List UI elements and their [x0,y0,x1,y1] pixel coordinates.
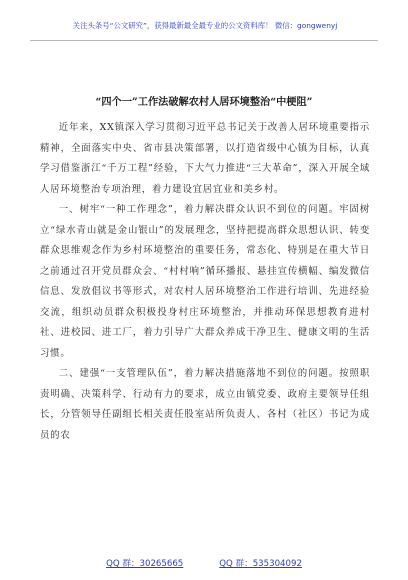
document-title: “四个一”工作法破解农村人居环境整治“中梗阻” [95,96,313,108]
header-banner: 关注头条号“公文研究”，获得最新最全最专业的公文资料库！ 微信：gongwenyj [72,21,338,30]
paragraph-intro: 近年来，XX镇深入学习贯彻习近平总书记关于改善人居环境重要指示精神，全面落实中央、省市县决策部署，以打造省级中心镇为目标，认真学习借鉴浙江“千万工程”经验，下大气力推进“三大革命”，深入开展全域人居环境整治专项治理，着力建设宜居宜业和美乡村。 [40,122,370,195]
footer-contact [0,558,408,570]
header-divider [30,40,378,41]
paragraph-section-2: 二、建强“一支管理队伍”，着力解决措施落地不到位的问题。按照职责明确、决策科学、行动有力的要求，成立由镇党委、政府主要领导任组长，分管领导任副组长相关责任股室站所负责人、各村（社区）书记为成员的农 [40,368,370,441]
footer-qq-group-2: QQ 群：535304092 [219,559,302,569]
paragraph-section-1: 一、树牢“一种工作理念”，着力解决群众认识不到位的问题。牢固树立“绿水青山就是金山银山”的发展理念，坚持把提高群众思想认识、转变群众思维观念作为乡村环境整治的重要任务，常态化、特别是在重大节日之前通过召开党员群众会、“村村响”循环播报、悬挂宣传横幅、编发微信信息、发放倡议书等形式，对农村人居环境整治工作进行培训、先进经验交流，组织动员群众积极投身村庄环境整治，并推动环保思想教育进村社、进校园、进工厂，着力引导广大群众养成干净卫生、健康文明的生活习惯。 [40,204,370,359]
document-body [40,118,370,446]
footer-qq-group-1: QQ 群：30265665 [106,559,184,569]
